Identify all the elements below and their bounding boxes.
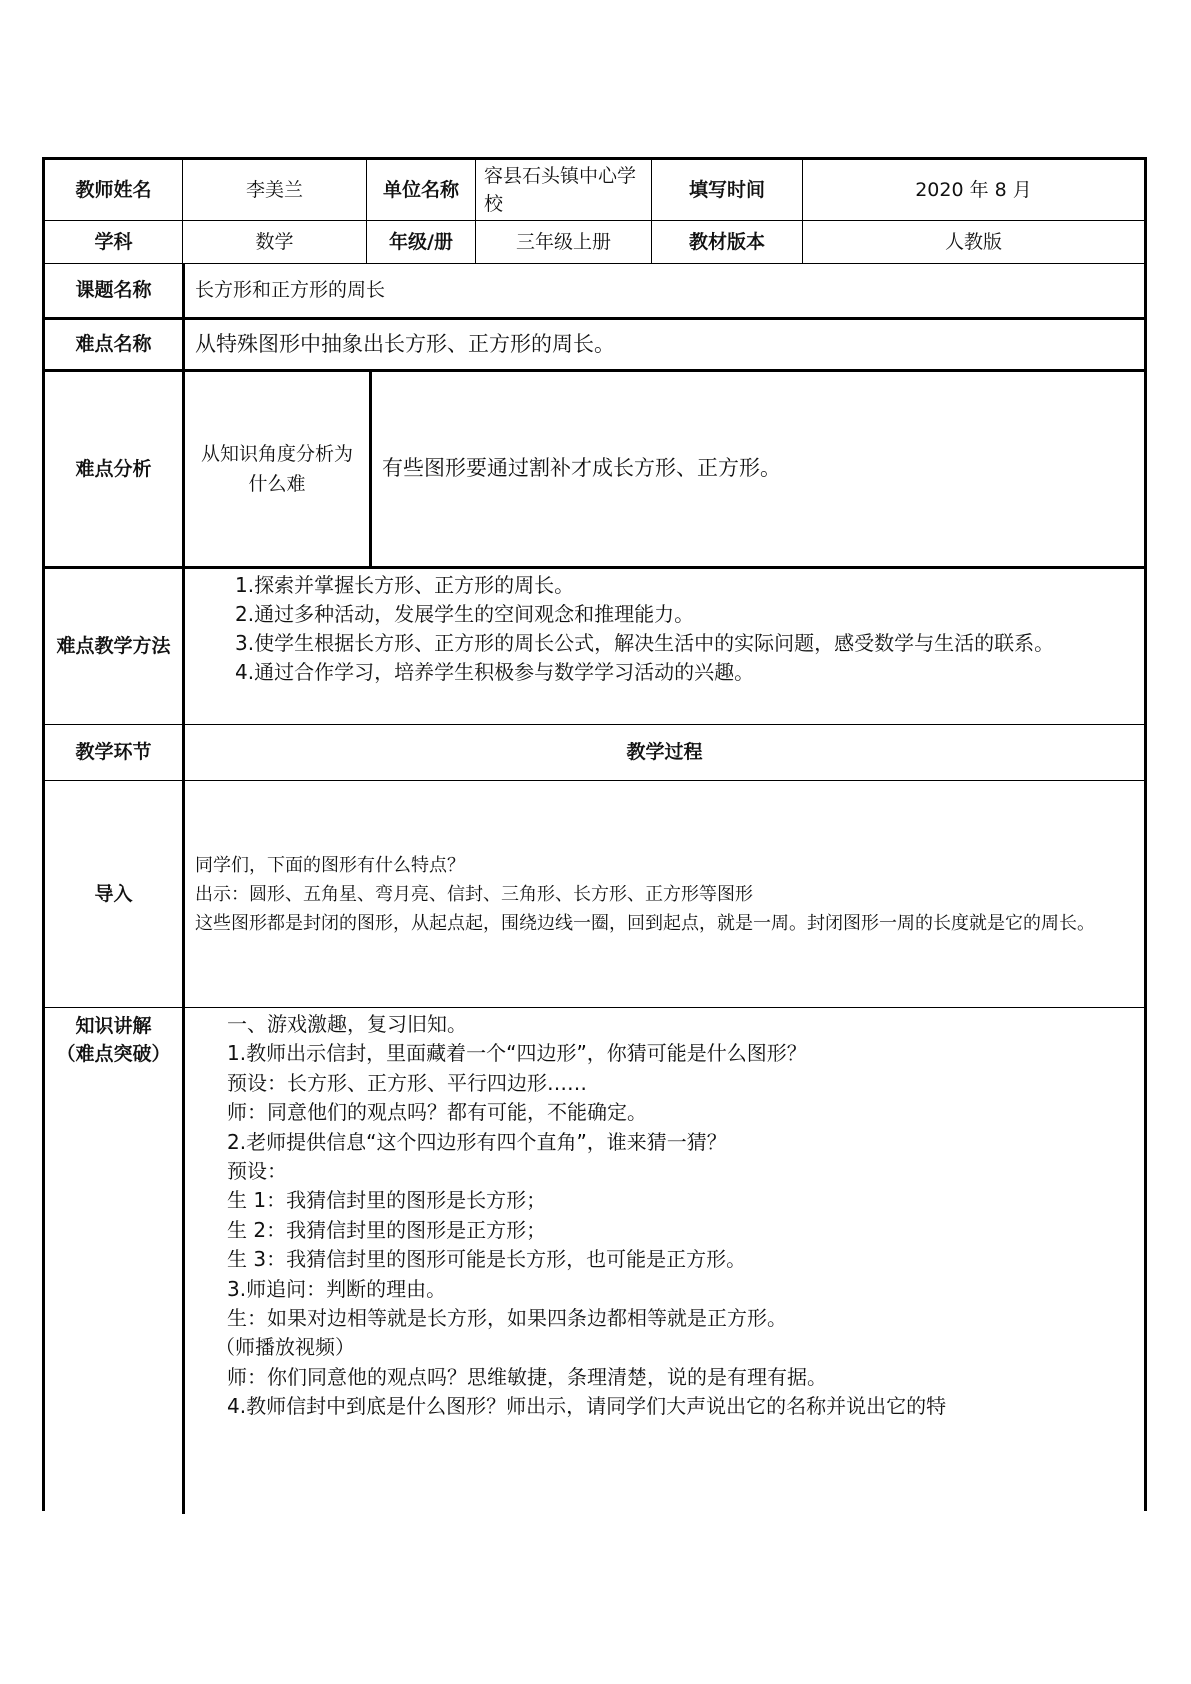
method-content: [185, 569, 1144, 724]
explain-line: 生 1：我猜信封里的图形是长方形；: [227, 1188, 547, 1213]
edition-label: 教材版本: [688, 230, 765, 253]
explain-line: 2.老师提供信息“这个四边形有四个直角”，谁来猜一猜？: [227, 1129, 727, 1154]
explain-line: 4.教师信封中到底是什么图形？师出示，请同学们大声说出它的名称并说出它的特: [227, 1394, 947, 1419]
lesson-plan-table: [42, 157, 1147, 1511]
explain-line: 生：如果对边相等就是长方形，如果四条边都相等就是正方形。: [227, 1306, 787, 1331]
analysis-value: 有些图形要通过割补才成长方形、正方形。: [382, 456, 781, 481]
analysis-label: 难点分析: [75, 457, 152, 480]
explain-line: （师播放视频）: [215, 1335, 355, 1360]
fill-time-label: 填写时间: [688, 178, 765, 201]
grade-value: 三年级上册: [515, 230, 611, 253]
explain-line: 生 3：我猜信封里的图形可能是长方形，也可能是正方形。: [227, 1247, 747, 1272]
explain-line: 师：你们同意他的观点吗？思维敏捷，条理清楚，说的是有理有据。: [227, 1364, 827, 1389]
explain-label-line2: （难点突破）: [56, 1043, 171, 1065]
teacher-name-label: 教师姓名: [75, 178, 152, 201]
analysis-row: [45, 372, 1144, 569]
method-item: 4.通过合作学习，培养学生积极参与数学学习活动的兴趣。: [235, 660, 755, 684]
difficulty-value: 从特殊图形中抽象出长方形、正方形的周长。: [195, 331, 615, 356]
intro-row: [45, 781, 1144, 1008]
subject-row: [45, 221, 1144, 264]
grade-label: 年级/册: [389, 230, 453, 253]
topic-row: [45, 264, 1144, 320]
explain-line: 生 2：我猜信封里的图形是正方形；: [227, 1217, 547, 1242]
intro-label: 导入: [94, 882, 133, 905]
fill-time-value: 2020 年 8 月: [915, 178, 1032, 201]
analysis-sub-label: 从知识角度分析为什么难: [200, 443, 353, 495]
stage-header: 教学环节: [75, 741, 152, 764]
intro-line: 这些图形都是封闭的图形，从起点起，围绕边线一圈，回到起点，就是一周。封闭图形一周的长度就是它的周长。: [195, 912, 1095, 934]
subject-value: 数学: [255, 230, 294, 253]
explain-line: 师：同意他们的观点吗？都有可能，不能确定。: [227, 1100, 647, 1125]
explain-line: 1.教师出示信封，里面藏着一个“四边形”，你猜可能是什么图形？: [227, 1041, 807, 1066]
explain-line: 预设：长方形、正方形、平行四边形……: [227, 1070, 587, 1095]
difficulty-row: [45, 320, 1144, 372]
topic-value: 长方形和正方形的周长: [195, 279, 386, 302]
info-row: [45, 160, 1144, 221]
process-header: 教学过程: [626, 741, 703, 764]
intro-line: 同学们，下面的图形有什么特点？: [195, 854, 465, 876]
method-label: 难点教学方法: [56, 635, 171, 658]
intro-content: [185, 781, 1144, 1007]
method-item: 1.探索并掌握长方形、正方形的周长。: [235, 573, 575, 597]
topic-label: 课题名称: [75, 279, 152, 302]
method-item: 3.使学生根据长方形、正方形的周长公式，解决生活中的实际问题，感受数学与生活的联系。: [235, 631, 1055, 655]
teacher-name-value: 李美兰: [245, 178, 303, 201]
explain-content: [185, 1008, 1144, 1514]
explain-line: 3.师追问：判断的理由。: [227, 1276, 447, 1301]
intro-line: 出示：圆形、五角星、弯月亮、信封、三角形、长方形、正方形等图形: [195, 883, 753, 905]
edition-value: 人教版: [944, 230, 1002, 253]
explain-label: [45, 1008, 182, 1514]
explain-label-line1: 知识讲解: [75, 1015, 152, 1037]
explain-line: 预设：: [227, 1159, 287, 1184]
explain-line: 一、游戏激趣，复习旧知。: [227, 1012, 467, 1036]
explain-row: [45, 1008, 1144, 1514]
unit-label: 单位名称: [382, 178, 459, 201]
process-header-row: [45, 725, 1144, 781]
method-row: [45, 569, 1144, 725]
difficulty-label: 难点名称: [75, 333, 152, 356]
method-item: 2.通过多种活动，发展学生的空间观念和推理能力。: [235, 602, 695, 626]
unit-value: 容县石头镇中心学校: [484, 165, 637, 215]
subject-label: 学科: [94, 230, 133, 253]
